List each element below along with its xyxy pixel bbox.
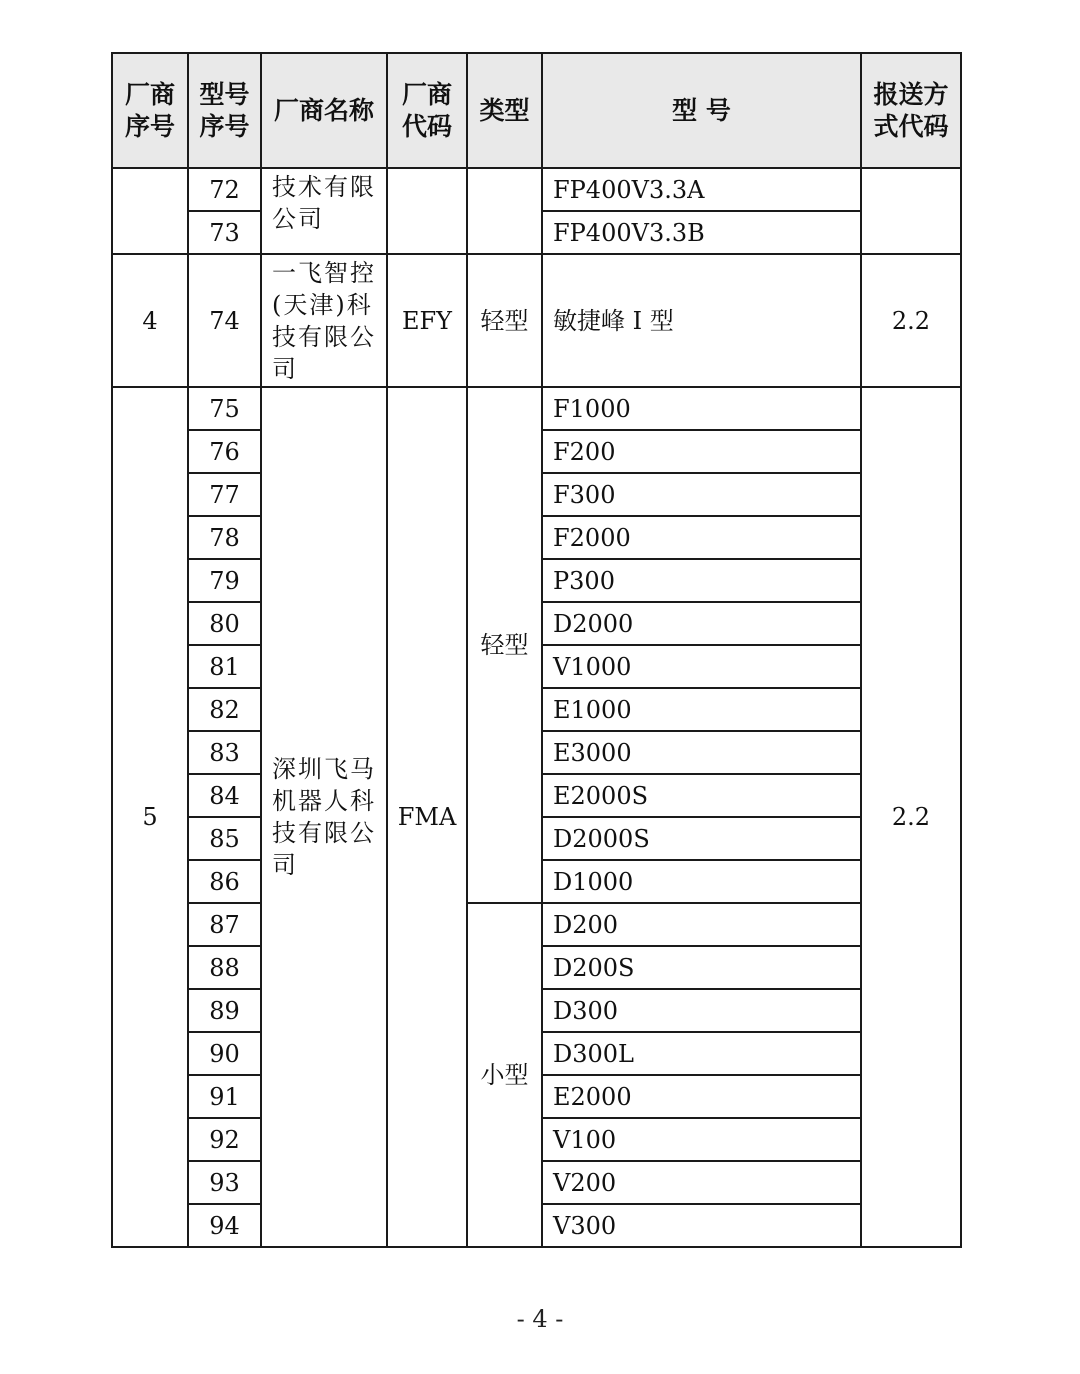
type-cell-light: 轻型	[467, 387, 542, 903]
page-number: - 4 -	[516, 1305, 564, 1333]
model-cell: F300	[542, 473, 861, 516]
model-no-cell: 77	[188, 473, 261, 516]
model-no-cell: 76	[188, 430, 261, 473]
model-cell: D2000	[542, 602, 861, 645]
header-vendor-name: 厂商名称	[261, 53, 387, 168]
model-cell: D200	[542, 903, 861, 946]
model-no-cell: 79	[188, 559, 261, 602]
type-cell-small: 小型	[467, 903, 542, 1247]
model-cell: V300	[542, 1204, 861, 1247]
model-cell: D300L	[542, 1032, 861, 1075]
model-no-cell: 94	[188, 1204, 261, 1247]
header-report-code: 报送方式代码	[861, 53, 961, 168]
drone-model-table	[111, 52, 962, 1248]
vendor-name-cell: 一飞智控(天津)科技有限公司	[261, 254, 387, 387]
type-cell	[467, 168, 542, 254]
header-type: 类型	[467, 53, 542, 168]
model-cell: F200	[542, 430, 861, 473]
model-cell: F2000	[542, 516, 861, 559]
model-cell: D2000S	[542, 817, 861, 860]
vendor-no-cell: 5	[112, 387, 188, 1247]
model-cell: 敏捷峰 I 型	[542, 254, 861, 387]
model-no-cell: 93	[188, 1161, 261, 1204]
model-cell: F1000	[542, 387, 861, 430]
model-no-cell: 75	[188, 387, 261, 430]
report-code-cell	[861, 168, 961, 254]
model-cell: E2000	[542, 1075, 861, 1118]
vendor-code-cell	[387, 168, 467, 254]
model-cell: D1000	[542, 860, 861, 903]
model-no-cell: 74	[188, 254, 261, 387]
model-no-cell: 87	[188, 903, 261, 946]
type-cell: 轻型	[467, 254, 542, 387]
header-vendor-code: 厂商代码	[387, 53, 467, 168]
header-vendor-no: 厂商序号	[112, 53, 188, 168]
header-model-no: 型号序号	[188, 53, 261, 168]
table-body	[112, 168, 961, 1247]
model-no-cell: 84	[188, 774, 261, 817]
model-no-cell: 91	[188, 1075, 261, 1118]
model-no-cell: 89	[188, 989, 261, 1032]
vendor-no-cell	[112, 168, 188, 254]
model-cell: D200S	[542, 946, 861, 989]
vendor-code-cell: EFY	[387, 254, 467, 387]
model-no-cell: 73	[188, 211, 261, 254]
table-row	[112, 168, 961, 211]
model-no-cell: 81	[188, 645, 261, 688]
model-no-cell: 90	[188, 1032, 261, 1075]
vendor-name-cell: 技术有限公司	[261, 168, 387, 254]
model-no-cell: 86	[188, 860, 261, 903]
model-no-cell: 72	[188, 168, 261, 211]
model-cell: E3000	[542, 731, 861, 774]
model-no-cell: 82	[188, 688, 261, 731]
report-code-cell: 2.2	[861, 387, 961, 1247]
table-row	[112, 903, 961, 946]
model-cell: FP400V3.3B	[542, 211, 861, 254]
model-cell: D300	[542, 989, 861, 1032]
model-cell: V1000	[542, 645, 861, 688]
header-model: 型 号	[542, 53, 861, 168]
model-no-cell: 78	[188, 516, 261, 559]
model-no-cell: 83	[188, 731, 261, 774]
model-cell: V100	[542, 1118, 861, 1161]
vendor-name-cell: 深圳飞马机器人科技有限公司	[261, 387, 387, 1247]
model-no-cell: 92	[188, 1118, 261, 1161]
model-cell: E2000S	[542, 774, 861, 817]
model-cell: V200	[542, 1161, 861, 1204]
report-code-cell: 2.2	[861, 254, 961, 387]
model-cell: E1000	[542, 688, 861, 731]
table-row	[112, 387, 961, 430]
table-header-row	[112, 53, 961, 168]
table-row	[112, 254, 961, 387]
vendor-code-cell: FMA	[387, 387, 467, 1247]
model-cell: P300	[542, 559, 861, 602]
model-no-cell: 80	[188, 602, 261, 645]
model-no-cell: 88	[188, 946, 261, 989]
model-cell: FP400V3.3A	[542, 168, 861, 211]
vendor-no-cell: 4	[112, 254, 188, 387]
model-no-cell: 85	[188, 817, 261, 860]
